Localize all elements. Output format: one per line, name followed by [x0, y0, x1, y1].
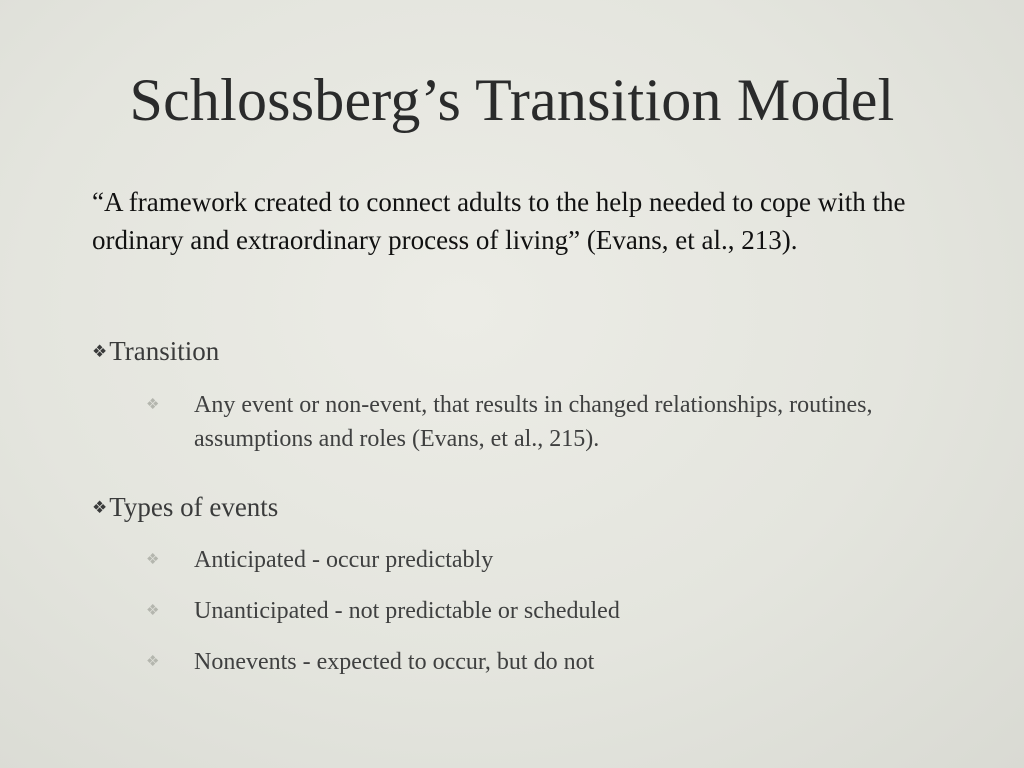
list-item	[146, 543, 946, 577]
list-item-text: Nonevents - expected to occur, but do not	[194, 649, 595, 675]
quote-text: “A framework created to connect adults to the help needed to cope with the ordinary and extraordinary process of living” (Evans, et al., 213).	[92, 187, 906, 255]
diamond-bullet-icon: ❖	[92, 342, 108, 361]
list-item-text: Anticipated - occur predictably	[194, 547, 494, 573]
list-item-text: Any event or non-event, that results in changed relationships, routines, assumptions and roles (Evans, et al., 215).	[194, 392, 873, 452]
diamond-bullet-icon: ❖	[146, 397, 160, 413]
section-heading-label: Types of events	[109, 492, 279, 522]
section-heading-label: Transition	[109, 336, 220, 366]
list-item	[146, 645, 946, 679]
diamond-bullet-icon: ❖	[92, 498, 108, 517]
diamond-bullet-icon: ❖	[146, 552, 160, 568]
list-item	[146, 594, 946, 628]
slide-title: Schlossberg’s Transition Model	[129, 67, 895, 133]
section-heading-types-of-events	[92, 490, 278, 525]
list-item	[146, 388, 946, 456]
section-heading-transition	[92, 334, 219, 369]
diamond-bullet-icon: ❖	[146, 654, 160, 670]
list-item-text: Unanticipated - not predictable or scheduled	[194, 598, 620, 624]
diamond-bullet-icon: ❖	[146, 603, 160, 619]
